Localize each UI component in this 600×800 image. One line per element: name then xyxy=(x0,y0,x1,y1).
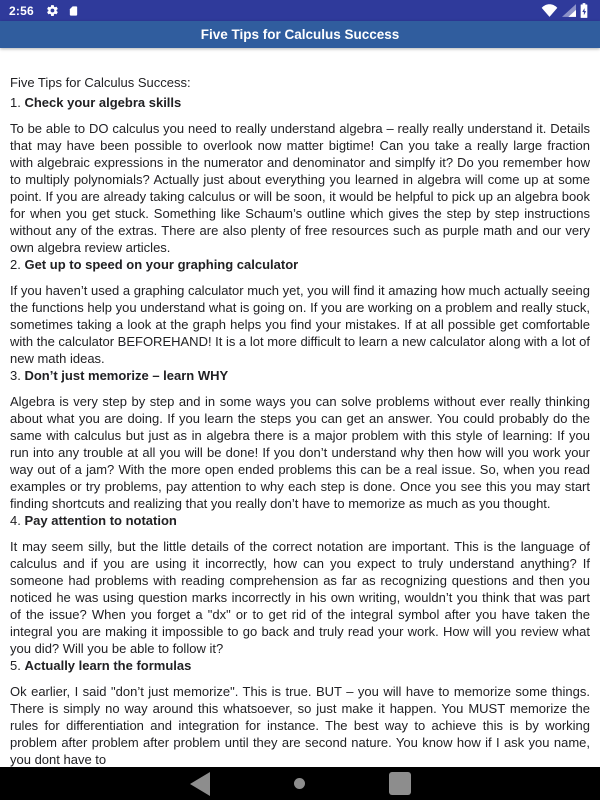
section-heading xyxy=(10,367,590,384)
section-title: Get up to speed on your graphing calculator xyxy=(24,257,299,272)
section-body: Ok earlier, I said "don’t just memorize". This is true. BUT – you will have to memorize some things. There is simply no way around this whatsoever, so just make it happen. You MUST memorize the rules for differentiation and integration for instance. The best way to achieve this is by working problem after problem after problem until they are second nature. You know how if I ask you name, you dont have to xyxy=(10,684,590,767)
section-body: It may seem silly, but the little details of the correct notation are important. This is the language of calculus and if you are using it incorrectly, how can you expect to truly understand anything? If someone had problems with reading comprehension as far as recognizing questions and then you noticed he was using question marks incorrectly in his own writing, wouldn’t you think that was part of the issue? When you forget a "dx" or to get rid of the integral symbol after you have taken the integral you are making it impossible to go back and truly read your work. How will you review what you did? Will you be able to follow it? xyxy=(10,539,590,656)
home-circle-icon xyxy=(294,778,305,789)
section-number: 3. xyxy=(10,368,21,383)
section-title: Don’t just memorize – learn WHY xyxy=(24,368,229,383)
back-triangle-icon xyxy=(190,772,210,796)
section-body: To be able to DO calculus you need to really understand algebra – really really understand it. Details that may have been possible to overlook now matter bigtime! Can you take a really large fraction with algebraic expressions in the numerator and denominator and simplfy it? Do you remember how to multiply polynomials? Actually just about everything you learned in algebra will come up at some point. If you are already taking calculus or will be soon, it would be helpful to pick up an algebra book for when you get stuck. Something like Schaum’s outline which gives the step by step instructions without any of the extras. There are also plenty of free resources such as purple math and our very own algebra review articles. xyxy=(10,121,590,255)
tip-section-5 xyxy=(10,657,590,768)
section-body: If you haven’t used a graphing calculator much yet, you will find it amazing how much actually seeing the functions help you understand what is going on. If you are working on a problem and really stuck, sometimes taking a look at the graph helps you find your mistakes. If at all possible get comfortable with the calculator BEFOREHAND! It is a lot more difficult to learn a new calculator along with a lot of new math ideas. xyxy=(10,283,590,366)
tip-section-1 xyxy=(10,94,590,256)
clock: 2:56 xyxy=(9,3,34,18)
recents-button[interactable] xyxy=(389,772,411,795)
document-intro: Five Tips for Calculus Success: xyxy=(10,75,191,90)
android-nav-bar xyxy=(0,767,600,800)
section-title: Check your algebra skills xyxy=(24,95,182,110)
back-button[interactable] xyxy=(190,772,210,796)
section-number: 1. xyxy=(10,95,21,110)
app-bar xyxy=(0,21,600,48)
status-bar-left xyxy=(9,4,88,18)
section-title: Pay attention to notation xyxy=(24,513,177,528)
section-heading xyxy=(10,94,590,111)
recents-square-icon xyxy=(389,772,411,795)
battery-charging-icon xyxy=(580,3,588,18)
settings-icon xyxy=(46,4,59,17)
status-bar-right xyxy=(537,3,588,18)
cellular-signal-icon xyxy=(562,4,576,17)
section-heading xyxy=(10,512,590,529)
sd-card-icon xyxy=(68,4,79,18)
tip-section-3 xyxy=(10,367,590,512)
section-heading xyxy=(10,657,590,674)
document-scroll-area[interactable] xyxy=(0,48,600,800)
section-body: Algebra is very step by step and in some ways you can solve problems without ever really thinking about what you are doing. If you learn the steps you can get an answer. You could probably do the same with calculus but just as in algebra there is a major problem with this style of learning: If you run into any trouble at all you will be done! If you don’t understand why then how will you work your way out of a jam? With the more open ended problems this can be a real issue. So, when you read examples or try problems, pay attention to why each step is done. Once you see this you may start finding shortcuts and realizing that you really don’t have to memorize as much as you thought. xyxy=(10,394,590,511)
status-bar xyxy=(0,0,600,21)
home-button[interactable] xyxy=(294,778,305,789)
section-number: 4. xyxy=(10,513,21,528)
section-title: Actually learn the formulas xyxy=(24,658,192,673)
tip-section-4 xyxy=(10,512,590,657)
section-heading xyxy=(10,256,590,273)
tip-section-2 xyxy=(10,256,590,367)
page-title: Five Tips for Calculus Success xyxy=(200,27,400,42)
section-number: 5. xyxy=(10,658,21,673)
section-number: 2. xyxy=(10,257,21,272)
wifi-icon xyxy=(541,4,558,17)
